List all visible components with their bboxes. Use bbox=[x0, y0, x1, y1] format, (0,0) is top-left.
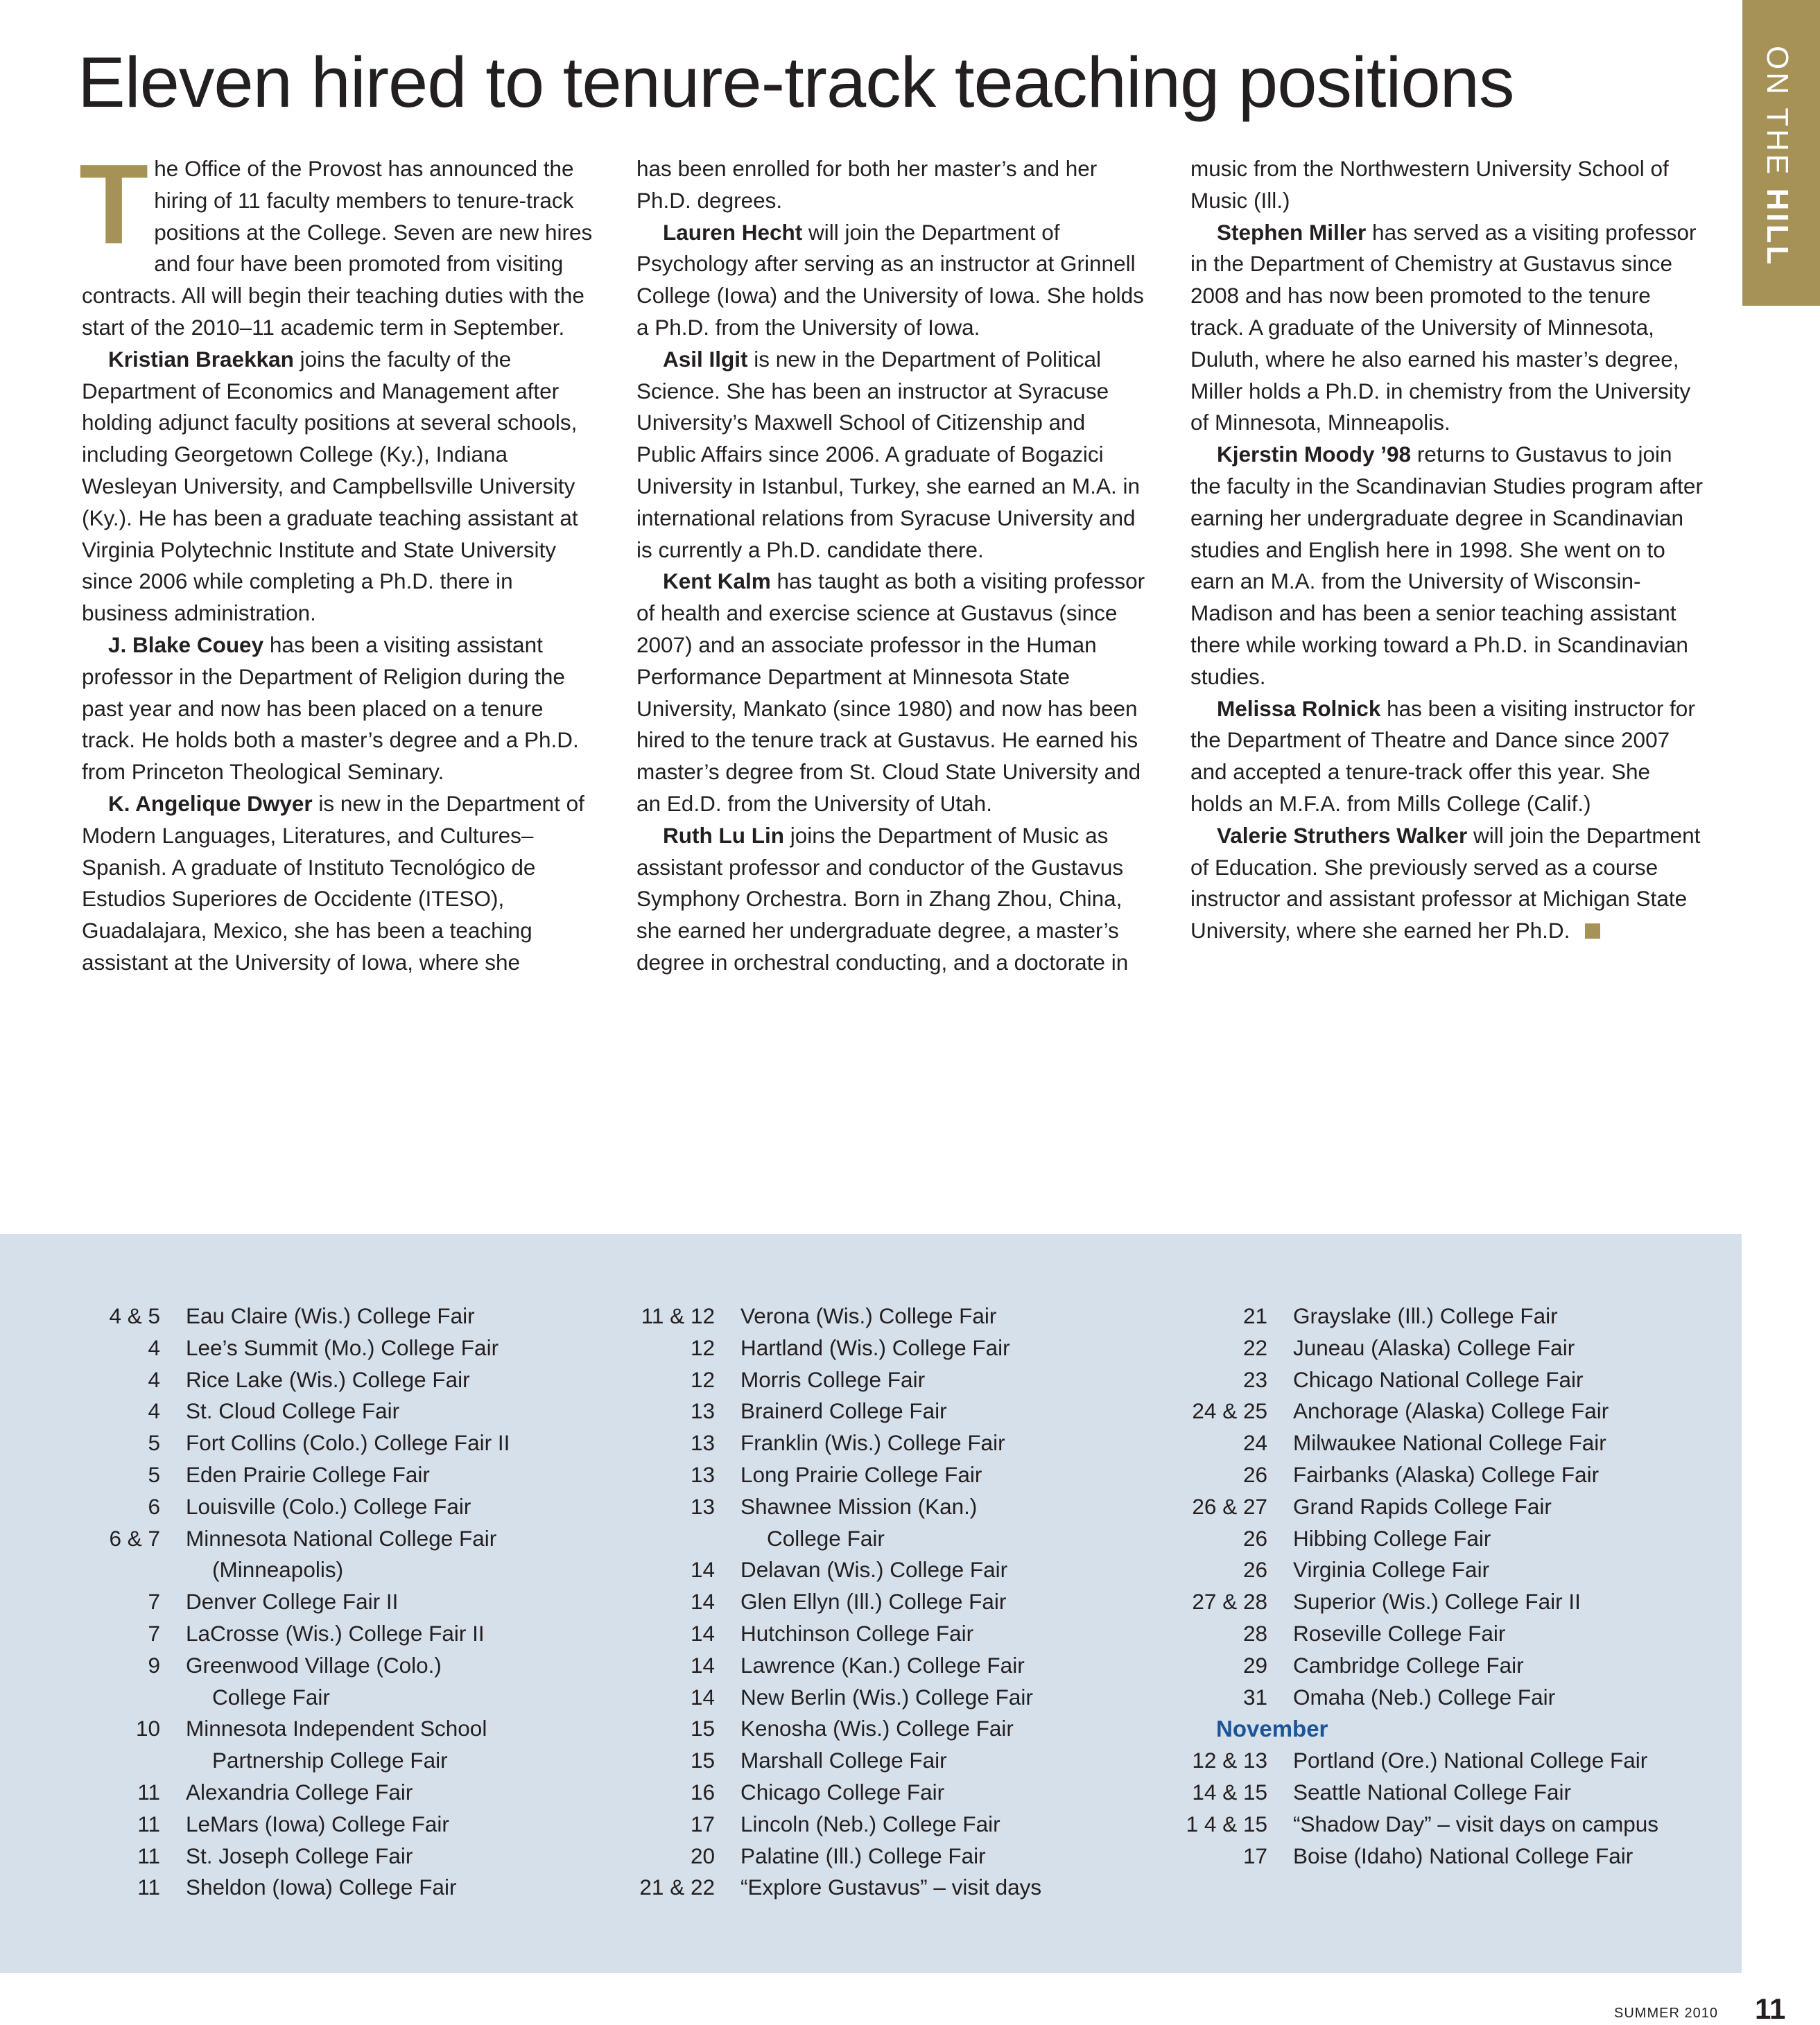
event-date: 23 bbox=[1242, 1366, 1267, 1392]
calendar-entry bbox=[555, 1491, 1041, 1555]
calendar-entry bbox=[0, 1523, 510, 1587]
event-name bbox=[186, 1872, 456, 1904]
event-name bbox=[740, 1364, 925, 1396]
event-date: 11 bbox=[137, 1875, 160, 1900]
event-date: 11 bbox=[137, 1779, 160, 1805]
event-date: 16 bbox=[690, 1779, 715, 1805]
calendar-entry bbox=[555, 1809, 1041, 1841]
event-name bbox=[740, 1841, 986, 1872]
event-title: Roseville College Fair bbox=[1293, 1620, 1506, 1646]
event-date: 26 bbox=[1242, 1525, 1267, 1551]
event-date: 20 bbox=[690, 1843, 715, 1868]
event-date: 9 bbox=[148, 1652, 160, 1678]
event-title-continued: College Fair bbox=[767, 1525, 885, 1551]
paragraph-rolnick: Melissa Rolnick has been a visiting instructor for the Department of Theatre and Dance since 2007 and accepted a tenure-track offer this year. She holds an M.F.A. from Mills College (Calif.) bbox=[1190, 695, 1695, 816]
event-title: New Berlin (Wis.) College Fair bbox=[740, 1684, 1033, 1710]
event-name bbox=[1293, 1745, 1647, 1777]
calendar-entry bbox=[0, 1396, 510, 1427]
paragraph-moody: Kjerstin Moody ’98 returns to Gustavus to join the faculty in the Scandinavian Studies program after earning her undergraduate degree in Scandinavian studies and English here in 1998. She went on to earn an M.A. from the University of Wisconsin-Madison and has been a senior teaching assistant there while working toward a Ph.D. in Scandinavian studies. bbox=[1190, 442, 1703, 689]
event-name bbox=[1293, 1777, 1571, 1809]
calendar-entry bbox=[555, 1777, 1041, 1809]
calendar-entry bbox=[555, 1554, 1041, 1586]
event-title: Portland (Ore.) National College Fair bbox=[1293, 1748, 1648, 1773]
event-date: 4 bbox=[148, 1366, 160, 1392]
calendar-entry bbox=[1107, 1491, 1658, 1523]
section-tab-label bbox=[1762, 46, 1792, 267]
calendar-entry bbox=[0, 1841, 510, 1872]
paragraph-lin: Ruth Lu Lin joins the Department of Music as assistant professor and conductor of the Gustavus Symphony Orchestra. Born in Zhang Zhou, China, she earned her undergraduate degree, a master’s degree in orchestral conducting, and a doctorate in bbox=[636, 822, 1129, 975]
section-tab-light: ON THE bbox=[1760, 46, 1794, 189]
event-title: Superior (Wis.) College Fair II bbox=[1293, 1589, 1581, 1615]
end-mark-icon bbox=[1585, 923, 1600, 939]
event-title: Cambridge College Fair bbox=[1293, 1652, 1524, 1678]
event-date: 13 bbox=[690, 1398, 715, 1424]
event-date: 21 bbox=[1242, 1303, 1267, 1328]
event-name bbox=[740, 1332, 1010, 1364]
paragraph-dwyer: K. Angelique Dwyer is new in the Department of Modern Languages, Literatures, and Cultures–Spanish. A graduate of Instituto Tecnológico de Estudios Superiores de Occidente (ITESO), Guadalajara, Mexico, she has been a teaching assistant at the University of Iowa, where she bbox=[82, 790, 584, 975]
calendar-entry bbox=[1107, 1459, 1658, 1491]
event-date: 24 bbox=[1242, 1430, 1267, 1456]
event-title: “Explore Gustavus” – visit days bbox=[740, 1875, 1042, 1900]
event-date: 11 & 12 bbox=[641, 1303, 715, 1328]
event-title: Juneau (Alaska) College Fair bbox=[1293, 1335, 1575, 1360]
calendar-entry bbox=[0, 1872, 510, 1904]
calendar-column-2 bbox=[555, 1301, 1041, 1904]
drop-cap: T bbox=[79, 141, 149, 268]
event-title: Omaha (Neb.) College Fair bbox=[1293, 1684, 1556, 1710]
event-name bbox=[740, 1459, 982, 1491]
event-date: 4 & 5 bbox=[109, 1303, 160, 1328]
event-name bbox=[740, 1650, 1025, 1682]
event-name bbox=[1293, 1809, 1658, 1841]
calendar-entry bbox=[555, 1586, 1041, 1618]
event-title: Milwaukee National College Fair bbox=[1293, 1430, 1606, 1456]
event-title: Chicago College Fair bbox=[740, 1779, 945, 1805]
event-name bbox=[186, 1713, 487, 1777]
event-name bbox=[1293, 1301, 1558, 1332]
event-title: Sheldon (Iowa) College Fair bbox=[186, 1875, 457, 1900]
event-name bbox=[1293, 1554, 1489, 1586]
event-title: Grayslake (Ill.) College Fair bbox=[1293, 1303, 1558, 1328]
event-name bbox=[740, 1872, 1041, 1904]
event-date: 7 bbox=[148, 1589, 160, 1615]
event-date: 29 bbox=[1242, 1652, 1267, 1678]
calendar-entry bbox=[1107, 1364, 1658, 1396]
calendar-entry bbox=[0, 1809, 510, 1841]
event-title-continued: College Fair bbox=[212, 1684, 330, 1710]
calendar-entry bbox=[555, 1459, 1041, 1491]
event-date: 13 bbox=[690, 1430, 715, 1456]
calendar-entry bbox=[0, 1713, 510, 1777]
event-date: 14 bbox=[690, 1684, 715, 1710]
calendar-entry bbox=[1107, 1586, 1658, 1618]
event-name bbox=[740, 1713, 1014, 1745]
event-name bbox=[186, 1650, 442, 1714]
event-title: Virginia College Fair bbox=[1293, 1557, 1490, 1583]
events-calendar bbox=[0, 1234, 1742, 1973]
event-date: 11 bbox=[137, 1843, 160, 1868]
calendar-entry bbox=[1107, 1745, 1658, 1777]
event-date: 14 bbox=[690, 1589, 715, 1615]
calendar-entry bbox=[0, 1618, 510, 1650]
article-column-3 bbox=[1190, 153, 1704, 947]
calendar-entry bbox=[555, 1332, 1041, 1364]
calendar-column-1 bbox=[0, 1301, 510, 1904]
event-date: 17 bbox=[1242, 1843, 1267, 1868]
calendar-entry bbox=[555, 1841, 1041, 1872]
calendar-entry bbox=[1107, 1554, 1658, 1586]
event-title: St. Joseph College Fair bbox=[186, 1843, 413, 1868]
event-date: 12 bbox=[690, 1366, 715, 1392]
event-name bbox=[186, 1364, 470, 1396]
event-title: Verona (Wis.) College Fair bbox=[740, 1303, 997, 1328]
event-title: Seattle National College Fair bbox=[1293, 1779, 1571, 1805]
article-column-1 bbox=[79, 141, 595, 979]
event-title: Hibbing College Fair bbox=[1293, 1525, 1491, 1551]
event-title: Kenosha (Wis.) College Fair bbox=[740, 1716, 1014, 1741]
event-title: Fairbanks (Alaska) College Fair bbox=[1293, 1461, 1600, 1487]
calendar-entry bbox=[555, 1872, 1041, 1904]
event-date: 12 bbox=[690, 1335, 715, 1360]
article-title: Eleven hired to tenure-track teaching positions bbox=[78, 42, 1514, 122]
event-date: 17 bbox=[690, 1811, 715, 1836]
event-date: 27 & 28 bbox=[1192, 1589, 1267, 1615]
event-name bbox=[186, 1586, 398, 1618]
calendar-entry bbox=[0, 1650, 510, 1714]
event-date: 6 & 7 bbox=[109, 1525, 160, 1551]
event-title: Lincoln (Neb.) College Fair bbox=[740, 1811, 1000, 1836]
paragraph-dwyer-cont: has been enrolled for both her master’s and her Ph.D. degrees. bbox=[636, 156, 1098, 213]
event-name bbox=[1293, 1682, 1555, 1714]
event-date: 7 bbox=[148, 1620, 160, 1646]
event-name bbox=[1293, 1459, 1599, 1491]
event-name bbox=[740, 1745, 947, 1777]
event-title: St. Cloud College Fair bbox=[186, 1398, 400, 1424]
event-date: 10 bbox=[135, 1716, 160, 1741]
calendar-entry bbox=[1107, 1777, 1658, 1809]
event-name bbox=[186, 1809, 449, 1841]
paragraph-braekkan: Kristian Braekkan joins the faculty of the Department of Economics and Management after holding adjunct faculty positions at several schools, including Georgetown College (Ky.), Indiana Wesleyan University, and Campbellsville University (Ky.). He has been a graduate teaching assistant at Virginia Polytechnic Institute and State University since 2006 while completing a Ph.D. there in business administration. bbox=[82, 346, 578, 626]
page-number: 11 bbox=[1755, 1992, 1786, 2025]
event-date: 15 bbox=[690, 1716, 715, 1741]
event-date: 14 & 15 bbox=[1192, 1779, 1267, 1805]
calendar-entry bbox=[0, 1332, 510, 1364]
calendar-entry bbox=[1107, 1332, 1658, 1364]
event-name bbox=[186, 1618, 485, 1650]
calendar-entry bbox=[555, 1396, 1041, 1427]
event-title: LeMars (Iowa) College Fair bbox=[186, 1811, 449, 1836]
section-tab-bold: HILL bbox=[1760, 188, 1794, 268]
calendar-entry bbox=[555, 1713, 1041, 1745]
event-name bbox=[740, 1777, 944, 1809]
event-title: Eau Claire (Wis.) College Fair bbox=[186, 1303, 475, 1328]
event-name bbox=[186, 1427, 510, 1459]
calendar-entry bbox=[555, 1427, 1041, 1459]
event-name bbox=[740, 1491, 977, 1555]
paragraph-miller: Stephen Miller has served as a visiting professor in the Department of Chemistry at Gustavus since 2008 and has now been promoted to the tenure track. A graduate of the University of Minnesota, Duluth, where he also earned his master’s degree, Miller holds a Ph.D. in chemistry from the University of Minnesota, Minneapolis. bbox=[1190, 219, 1697, 435]
event-name bbox=[740, 1427, 1005, 1459]
event-date: 31 bbox=[1242, 1684, 1267, 1710]
calendar-entry bbox=[555, 1364, 1041, 1396]
event-date: 14 bbox=[690, 1652, 715, 1678]
calendar-entry bbox=[555, 1301, 1041, 1332]
event-title: Brainerd College Fair bbox=[740, 1398, 947, 1424]
event-name bbox=[1293, 1364, 1583, 1396]
event-title: Chicago National College Fair bbox=[1293, 1366, 1584, 1392]
event-date: 6 bbox=[148, 1493, 160, 1519]
event-name bbox=[740, 1586, 1006, 1618]
event-title: Shawnee Mission (Kan.) bbox=[740, 1493, 978, 1519]
event-date: 26 bbox=[1242, 1461, 1267, 1487]
calendar-entry bbox=[555, 1745, 1041, 1777]
event-date: 13 bbox=[690, 1493, 715, 1519]
event-title: Minnesota National College Fair bbox=[186, 1525, 497, 1551]
article-column-2 bbox=[636, 153, 1150, 979]
calendar-entry bbox=[1107, 1841, 1658, 1872]
event-date: 22 bbox=[1242, 1335, 1267, 1360]
event-name bbox=[740, 1618, 973, 1650]
event-name bbox=[1293, 1586, 1581, 1618]
event-title: Palatine (Ill.) College Fair bbox=[740, 1843, 986, 1868]
event-name bbox=[1293, 1332, 1575, 1364]
event-name bbox=[1293, 1491, 1552, 1523]
event-name bbox=[1293, 1650, 1524, 1682]
event-date: 13 bbox=[690, 1461, 715, 1487]
event-title: Lee’s Summit (Mo.) College Fair bbox=[186, 1335, 499, 1360]
calendar-entry bbox=[1107, 1301, 1658, 1332]
event-title: “Shadow Day” – visit days on campus bbox=[1293, 1811, 1658, 1836]
event-name bbox=[186, 1841, 413, 1872]
intro-paragraph: The Office of the Provost has announced the hiring of 11 faculty members to tenure-track positions at the College. Seven are new hires and four have been promoted from visiting contracts. All will begin their teaching duties with the start of the 2010–11 academic term in September. bbox=[79, 141, 593, 340]
event-title: Glen Ellyn (Ill.) College Fair bbox=[740, 1589, 1007, 1615]
event-date: 4 bbox=[148, 1398, 160, 1424]
event-title: Lawrence (Kan.) College Fair bbox=[740, 1652, 1025, 1678]
calendar-entry bbox=[1107, 1650, 1658, 1682]
event-title: Greenwood Village (Colo.) bbox=[186, 1652, 442, 1678]
event-title: Morris College Fair bbox=[740, 1366, 926, 1392]
event-name bbox=[186, 1523, 496, 1587]
event-title: Grand Rapids College Fair bbox=[1293, 1493, 1552, 1519]
event-name bbox=[1293, 1396, 1609, 1427]
paragraph-ilgit: Asil Ilgit is new in the Department of Political Science. She has been an instructor at Syracuse University’s Maxwell School of Citizenship and Public Affairs since 2006. A graduate of Bogazici University in Istanbul, Turkey, she earned an M.A. in international relations from Syracuse University and is currently a Ph.D. candidate there. bbox=[636, 346, 1141, 562]
event-title: Long Prairie College Fair bbox=[740, 1461, 982, 1487]
month-heading-november: November bbox=[1216, 1716, 1328, 1742]
event-date: 12 & 13 bbox=[1192, 1748, 1267, 1773]
calendar-entry bbox=[0, 1427, 510, 1459]
event-name bbox=[740, 1682, 1033, 1714]
event-date: 5 bbox=[148, 1430, 160, 1456]
issue-season: SUMMER 2010 bbox=[1614, 2006, 1718, 2021]
calendar-entry bbox=[0, 1777, 510, 1809]
calendar-entry bbox=[1107, 1396, 1658, 1427]
calendar-entry bbox=[0, 1491, 510, 1523]
event-name bbox=[740, 1809, 1000, 1841]
event-name bbox=[740, 1396, 947, 1427]
calendar-entry bbox=[0, 1459, 510, 1491]
calendar-entry bbox=[1107, 1427, 1658, 1459]
event-title: Alexandria College Fair bbox=[186, 1779, 413, 1805]
event-title-continued: (Minneapolis) bbox=[212, 1557, 344, 1583]
event-name bbox=[186, 1332, 499, 1364]
event-date: 26 bbox=[1242, 1557, 1267, 1583]
calendar-entry bbox=[1107, 1809, 1658, 1841]
event-title: Hutchinson College Fair bbox=[740, 1620, 974, 1646]
event-title: Delavan (Wis.) College Fair bbox=[740, 1557, 1008, 1583]
event-name bbox=[186, 1491, 471, 1523]
paragraph-couey: J. Blake Couey has been a visiting assistant professor in the Department of Religion during the past year and now has been placed on a tenure track. He holds both a master’s degree and a Ph.D. from Princeton Theological Seminary. bbox=[82, 632, 579, 785]
paragraph-hecht: Lauren Hecht will join the Department of Psychology after serving as an instructor at Grinnell College (Iowa) and the University of Iowa. She holds a Ph.D. from the University of Iowa. bbox=[636, 219, 1144, 340]
event-date: 24 & 25 bbox=[1192, 1398, 1267, 1424]
calendar-entry bbox=[555, 1618, 1041, 1650]
event-name bbox=[740, 1554, 1007, 1586]
event-date: 21 & 22 bbox=[639, 1875, 715, 1900]
event-title: Franklin (Wis.) College Fair bbox=[740, 1430, 1005, 1456]
paragraph-kalm: Kent Kalm has taught as both a visiting professor of health and exercise science at Gustavus (since 2007) and an associate professor in the Human Performance Department at Minnesota State University, Mankato (since 1980) and now has been hired to the tenure track at Gustavus. He earned his master’s degree from St. Cloud State University and an Ed.D. from the University of Utah. bbox=[636, 568, 1145, 816]
paragraph-walker: Valerie Struthers Walker will join the Department of Education. She previously served as a course instructor and assistant professor at Michigan State University, where she earned her Ph.D. bbox=[1190, 822, 1701, 944]
event-date: 26 & 27 bbox=[1192, 1493, 1267, 1519]
event-name bbox=[1293, 1523, 1491, 1555]
event-name bbox=[1293, 1427, 1606, 1459]
calendar-entry bbox=[555, 1682, 1041, 1714]
event-name bbox=[186, 1396, 399, 1427]
calendar-column-3 bbox=[1107, 1301, 1658, 1872]
event-date: 5 bbox=[148, 1461, 160, 1487]
calendar-entry bbox=[0, 1364, 510, 1396]
calendar-entry bbox=[0, 1301, 510, 1332]
paragraph-lin-cont: music from the Northwestern University School of Music (Ill.) bbox=[1190, 156, 1669, 213]
event-date: 28 bbox=[1242, 1620, 1267, 1646]
event-date: 11 bbox=[137, 1811, 160, 1836]
event-date: 15 bbox=[690, 1748, 715, 1773]
event-title: Fort Collins (Colo.) College Fair II bbox=[186, 1430, 510, 1456]
calendar-entry bbox=[1107, 1682, 1658, 1714]
event-title: Denver College Fair II bbox=[186, 1589, 399, 1615]
calendar-entry bbox=[1107, 1523, 1658, 1555]
event-name bbox=[1293, 1618, 1505, 1650]
event-title: Marshall College Fair bbox=[740, 1748, 947, 1773]
event-title: Boise (Idaho) National College Fair bbox=[1293, 1843, 1633, 1868]
event-name bbox=[186, 1459, 430, 1491]
event-title: Anchorage (Alaska) College Fair bbox=[1293, 1398, 1609, 1424]
event-title: LaCrosse (Wis.) College Fair II bbox=[186, 1620, 485, 1646]
event-name bbox=[186, 1301, 475, 1332]
event-title: Hartland (Wis.) College Fair bbox=[740, 1335, 1010, 1360]
event-name bbox=[740, 1301, 996, 1332]
calendar-entry bbox=[1107, 1618, 1658, 1650]
event-name bbox=[1293, 1841, 1633, 1872]
event-title: Louisville (Colo.) College Fair bbox=[186, 1493, 471, 1519]
event-name bbox=[186, 1777, 413, 1809]
october-events bbox=[1107, 1301, 1658, 1713]
calendar-entry bbox=[0, 1586, 510, 1618]
event-title: Eden Prairie College Fair bbox=[186, 1461, 430, 1487]
calendar-entry bbox=[555, 1650, 1041, 1682]
november-events bbox=[1107, 1745, 1658, 1872]
event-date: 1 4 & 15 bbox=[1186, 1811, 1267, 1836]
event-title-continued: Partnership College Fair bbox=[212, 1748, 448, 1773]
event-title: Minnesota Independent School bbox=[186, 1716, 487, 1741]
event-title: Rice Lake (Wis.) College Fair bbox=[186, 1366, 470, 1392]
event-date: 14 bbox=[690, 1557, 715, 1583]
event-date: 4 bbox=[148, 1335, 160, 1360]
event-date: 14 bbox=[690, 1620, 715, 1646]
